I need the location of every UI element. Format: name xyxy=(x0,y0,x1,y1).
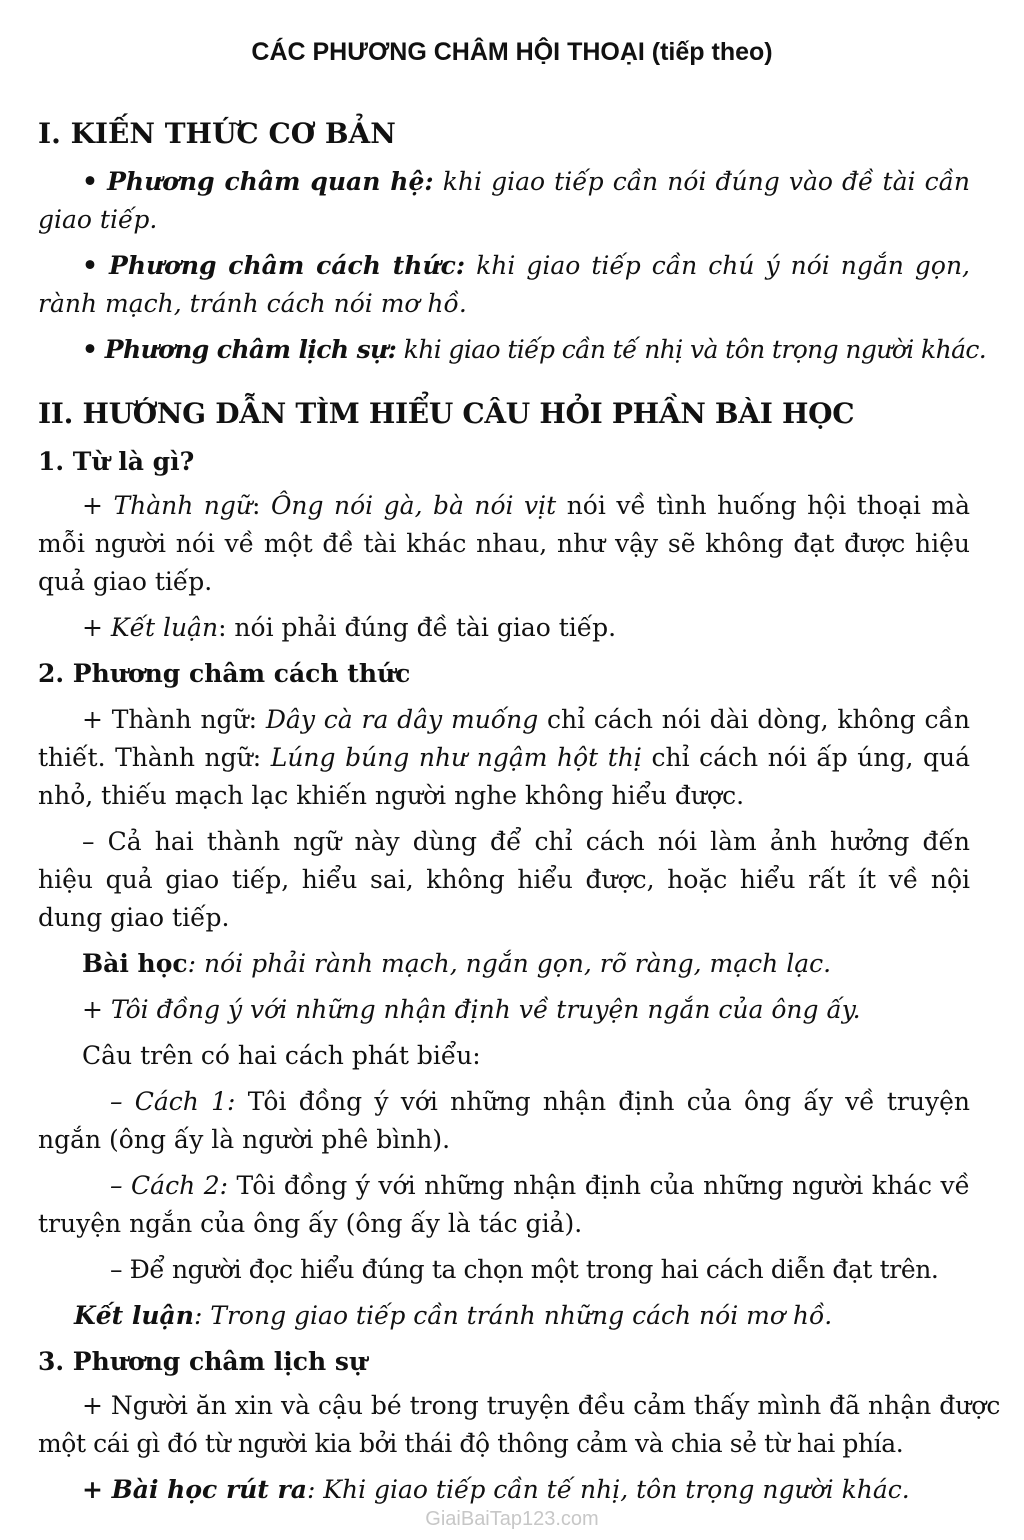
sub2-conclusion: Kết luận: Trong giao tiếp cần tránh những cách nói mơ hồ. xyxy=(74,1301,833,1330)
sub1-p2: + Kết luận: nói phải đúng đề tài giao tiếp. xyxy=(82,613,617,642)
sub2-lesson: Bài học: nói phải rành mạch, ngắn gọn, rõ ràng, mạch lạc. xyxy=(82,949,832,978)
item-quan-he-line-2: giao tiếp. xyxy=(38,205,158,234)
sub2-cach-1-line-2: ngắn (ông ấy là người phê bình). xyxy=(38,1125,451,1154)
sub2-p2-line-3: dung giao tiếp. xyxy=(38,903,230,932)
section-2-heading: II. HƯỚNG DẪN TÌM HIỂU CÂU HỎI PHẦN BÀI HỌC xyxy=(38,397,855,430)
sub2-cach-2-line-1: – Cách 2: Tôi đồng ý với những nhận định của những người khác về xyxy=(110,1171,970,1200)
bullet: • xyxy=(82,167,98,196)
idiom-ong-noi-ga: Ông nói gà, bà nói vịt xyxy=(270,491,557,520)
subsection-3-heading: 3. Phương châm lịch sự xyxy=(38,1347,368,1376)
term-lich-su: Phương châm lịch sự: xyxy=(104,335,397,364)
sub3-p1-line-2: một cái gì đó từ người kia bởi thái độ thông cảm và chia sẻ từ hai phía. xyxy=(38,1429,904,1458)
sub1-p1-line-2: mỗi người nói về một đề tài khác nhau, như vậy sẽ không đạt được hiệu xyxy=(38,529,970,558)
subsection-2-heading: 2. Phương châm cách thức xyxy=(38,659,411,688)
sub2-p1-line-1: + Thành ngữ: Dây cà ra dây muống chỉ cách nói dài dòng, không cần xyxy=(82,705,970,734)
sub2-p1-line-2: thiết. Thành ngữ: Lúng búng như ngậm hột thị chỉ cách nói ấp úng, quá xyxy=(38,743,971,772)
sub1-p1-line-1: + Thành ngữ: Ông nói gà, bà nói vịt nói về tình huống hội thoại mà xyxy=(82,491,970,520)
subsection-1-heading: 1. Từ là gì? xyxy=(38,447,195,476)
sub2-note: – Để người đọc hiểu đúng ta chọn một trong hai cách diễn đạt trên. xyxy=(110,1255,939,1284)
idiom-lung-bung: Lúng búng như ngậm hột thị xyxy=(270,743,642,772)
sub2-cach-1-line-1: – Cách 1: Tôi đồng ý với những nhận định của ông ấy về truyện xyxy=(110,1087,970,1116)
term-quan-he: Phương châm quan hệ: xyxy=(107,167,434,196)
term-cach-thuc: Phương châm cách thức: xyxy=(109,251,466,280)
sub1-p1-line-3: quả giao tiếp. xyxy=(38,567,213,596)
sub2-intro: Câu trên có hai cách phát biểu: xyxy=(82,1041,481,1070)
sub3-lesson: + Bài học rút ra: Khi giao tiếp cần tế nhị, tôn trọng người khác. xyxy=(82,1475,910,1504)
sub2-cach-2-line-2: truyện ngắn của ông ấy (ông ấy là tác giả). xyxy=(38,1209,583,1238)
sub2-example: + Tôi đồng ý với những nhận định về truyện ngắn của ông ấy. xyxy=(82,995,861,1024)
item-cach-thuc-line-1: • Phương châm cách thức: khi giao tiếp cần chú ý nói ngắn gọn, xyxy=(82,251,971,280)
sub2-p2-line-1: – Cả hai thành ngữ này dùng để chỉ cách nói làm ảnh hưởng đến xyxy=(82,827,970,856)
sub2-p1-line-3: nhỏ, thiếu mạch lạc khiến người nghe không hiểu được. xyxy=(38,781,745,810)
idiom-day-ca: Dây cà ra dây muống xyxy=(265,705,539,734)
item-lich-su-line-1: • Phương châm lịch sự: khi giao tiếp cần tế nhị và tôn trọng người khác. xyxy=(82,335,987,364)
watermark: GiaiBaiTap123.com xyxy=(425,1508,599,1530)
section-1-heading: I. KIẾN THỨC CƠ BẢN xyxy=(38,117,396,150)
page-title: CÁC PHƯƠNG CHÂM HỘI THOẠI (tiếp theo) xyxy=(251,38,773,66)
item-quan-he-line-1: • Phương châm quan hệ: khi giao tiếp cần nói đúng vào đề tài cần xyxy=(82,167,971,196)
sub2-p2-line-2: hiệu quả giao tiếp, hiểu sai, không hiểu được, hoặc hiểu rất ít về nội xyxy=(38,865,970,894)
sub3-p1-line-1: + Người ăn xin và cậu bé trong truyện đều cảm thấy mình đã nhận được xyxy=(82,1391,1001,1420)
item-cach-thuc-line-2: rành mạch, tránh cách nói mơ hồ. xyxy=(38,289,467,318)
